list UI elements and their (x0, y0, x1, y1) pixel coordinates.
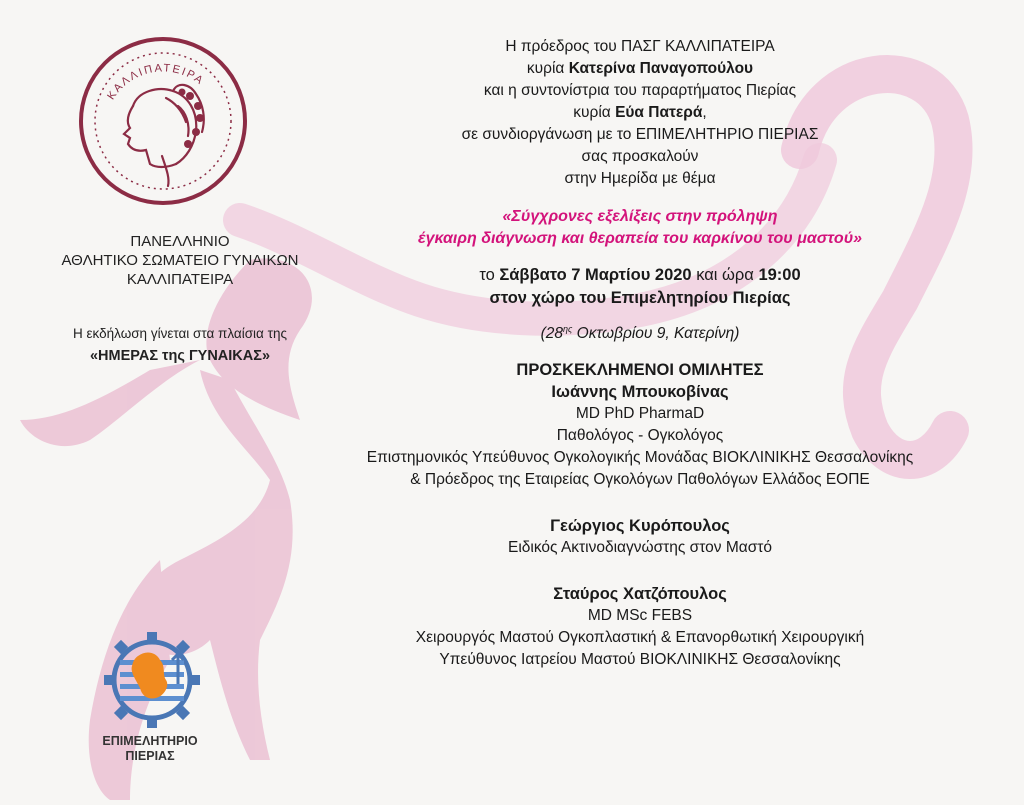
chamber-name (40, 734, 260, 764)
org-name-line-2: ΑΘΛΗΤΙΚΟ ΣΩΜΑΤΕΙΟ ΓΥΝΑΙΚΩΝ (61, 252, 299, 269)
event-frame-title: «ΗΜΕΡΑΣ της ΓΥΝΑΙΚΑΣ» (89, 348, 271, 364)
invitation-line-4 (340, 102, 940, 124)
theme-line-1: «Σύγχρονες εξελίξεις στην πρόληψη (502, 208, 778, 225)
event-datetime (340, 264, 940, 310)
invitation-line-1: Η πρόεδρος του ΠΑΣΓ ΚΑΛΛΙΠΑΤΕΙΡΑ (505, 38, 775, 55)
speaker-detail: Επιστημονικός Υπεύθυνος Ογκολογικής Μονάδας ΒΙΟΚΛΙΝΙΚΗΣ Θεσσαλονίκης (366, 449, 914, 467)
speaker-detail: MD PhD PharmaD (575, 405, 705, 423)
coin-text: ΚΑΛΛΙΠΑΤΕΙΡΑ (105, 62, 207, 103)
invitation-line-6: σας προσκαλούν (581, 148, 699, 165)
invitation-line-4-prefix: κυρία (573, 104, 616, 121)
president-name: Κατερίνα Παναγοπούλου (568, 60, 754, 77)
event-date: Σάββατο 7 Μαρτίου 2020 (499, 266, 692, 284)
speaker-name: Ιωάννης Μπουκοβίνας (551, 383, 729, 402)
speaker-detail: & Πρόεδρος της Εταιρείας Ογκολόγων Παθολόγων Ελλάδος ΕΟΠΕ (410, 471, 870, 489)
spacer (340, 491, 940, 515)
speaker-3 (340, 583, 940, 671)
invitation-line-2 (340, 58, 940, 80)
theme-line-2: έγκαιρη διάγνωση και θεραπεία του καρκίνου του μαστού» (417, 230, 863, 247)
speaker-detail: Παθολόγος - Ογκολόγος (556, 427, 724, 445)
speakers-heading: ΠΡΟΣΚΕΚΛΗΜΕΝΟΙ ΟΜΙΛΗΤΕΣ (516, 361, 764, 380)
coordinator-name: Εύα Πατερά (615, 104, 703, 121)
invitation-line-5: σε συνδιοργάνωση με το ΕΠΙΜΕΛΗΤΗΡΙΟ ΠΙΕΡΙΑΣ (461, 126, 819, 143)
kallipateira-coin-logo (78, 36, 248, 206)
chamber-name-line-1: ΕΠΙΜΕΛΗΤΗΡΙΟ (102, 734, 198, 748)
org-name-line-1: ΠΑΝΕΛΛΗΝΙΟ (130, 233, 230, 250)
invitation-line-3: και η συντονίστρια του παραρτήματος Πιερίας (483, 82, 797, 99)
speaker-name: Γεώργιος Κυρόπουλος (550, 517, 730, 536)
event-time: 19:00 (758, 266, 801, 284)
event-theme (340, 206, 940, 250)
address-ordinal: ης (562, 324, 573, 334)
invitation-line-7: στην Ημερίδα με θέμα (564, 170, 716, 187)
invitation-line-2-prefix: κυρία (526, 60, 569, 77)
org-name-line-3: ΚΑΛΛΙΠΑΤΕΙΡΑ (126, 271, 234, 288)
event-date-prefix: το (479, 266, 500, 284)
address-part-2: Οκτωβρίου 9, Κατερίνη) (572, 325, 740, 343)
event-frame-line: Η εκδήλωση γίνεται στα πλαίσια της (73, 326, 287, 341)
event-frame (10, 323, 350, 367)
speaker-2 (340, 515, 940, 559)
left-column (0, 0, 360, 805)
chamber-name-line-2: ΠΙΕΡΙΑΣ (125, 749, 175, 763)
address-part-1: (28 (540, 325, 563, 343)
speaker-detail: MD MSc FEBS (587, 607, 693, 625)
speaker-detail: Υπεύθυνος Ιατρείου Μαστού ΒΙΟΚΛΙΝΙΚΗΣ Θεσσαλονίκης (439, 651, 841, 669)
invitation-line-4-suffix: , (702, 104, 707, 121)
invitation-text (340, 36, 940, 671)
chamber-of-pieria-logo (100, 626, 204, 730)
speaker-name: Σταύρος Χατζόπουλος (553, 585, 727, 604)
event-time-prefix: και ώρα (691, 266, 759, 284)
event-address (340, 318, 940, 345)
speaker-1 (340, 381, 940, 491)
speaker-detail: Χειρουργός Μαστού Ογκοπλαστική & Επανορθωτική Χειρουργική (415, 629, 865, 647)
organization-name (20, 232, 340, 289)
spacer (340, 559, 940, 583)
event-venue: στον χώρο του Επιμελητηρίου Πιερίας (489, 289, 791, 307)
speaker-detail: Ειδικός Ακτινοδιαγνώστης στον Μαστό (507, 539, 773, 557)
